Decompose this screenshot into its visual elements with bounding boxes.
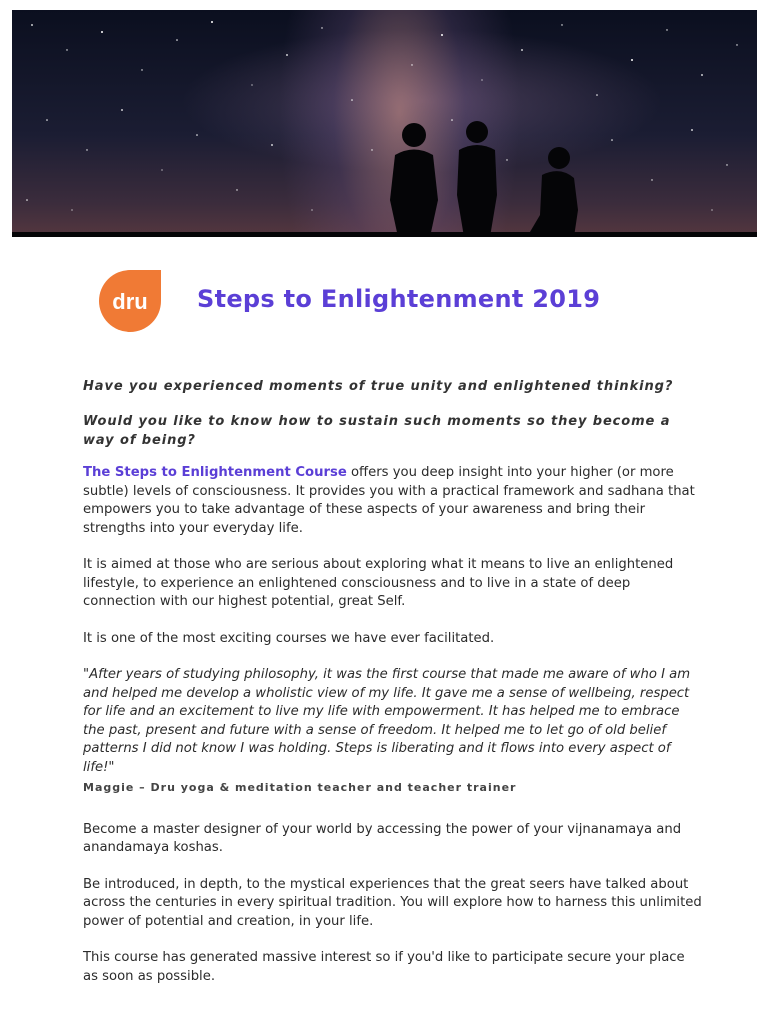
- page-title: Steps to Enlightenment 2019: [197, 285, 601, 313]
- mystical-experiences-paragraph: Be introduced, in depth, to the mystical experiences that the great seers have talked about across the centuries in every spiritual tradition. You will explore how to harness this unlimited power of potential and creation, in your life.: [83, 876, 702, 929]
- course-name-link[interactable]: The Steps to Enlightenment Course: [83, 465, 347, 480]
- exciting-paragraph: It is one of the most exciting courses we have ever facilitated.: [83, 630, 495, 646]
- main-content: [83, 377, 703, 986]
- hero-image: [12, 10, 757, 237]
- stars: [26, 21, 738, 211]
- audience-paragraph: It is aimed at those who are serious about exploring what it means to live an enlightened lifestyle, to experience an enlightened consciousness and to live in a state of deep connection with our highest potential, great Self.: [83, 557, 674, 609]
- question-sustain: Would you like to know how to sustain such moments so they become a way of being?: [83, 414, 671, 448]
- course-intro-text: offers you deep insight into your higher (or more subtle) levels of consciousness. It provides you with a practical framework and sadhana that empowers you to take advantage of these aspects of your awareness and bring their strengths into your everyday life.: [83, 465, 695, 536]
- night-sky-silhouettes-illustration: [12, 10, 757, 237]
- secure-place-paragraph: This course has generated massive interest so if you'd like to participate secure your place as soon as possible.: [83, 950, 685, 984]
- logo-text: dru: [112, 289, 148, 314]
- people-silhouettes: [12, 121, 757, 237]
- dru-logo: [97, 268, 163, 334]
- testimonial-attribution: Maggie – Dru yoga & meditation teacher and teacher trainer: [83, 781, 517, 794]
- question-unity: Have you experienced moments of true unity and enlightened thinking?: [83, 379, 674, 394]
- master-designer-paragraph: Become a master designer of your world by accessing the power of your vijnanamaya and anandamaya koshas.: [83, 821, 682, 855]
- header: [97, 268, 697, 334]
- testimonial-quote: "After years of studying philosophy, it was the first course that made me aware of who I am and helped me develop a wholistic view of my life. It gave me a sense of wellbeing, respect for life and an excitement to live my life with empowerment. It has helped me to embrace the past, present and future with a sense of freedom. It helped me to let go of old belief patterns I did not know I was holding. Steps is liberating and it flows into every aspect of life!": [83, 667, 691, 775]
- course-intro-paragraph: [83, 464, 703, 538]
